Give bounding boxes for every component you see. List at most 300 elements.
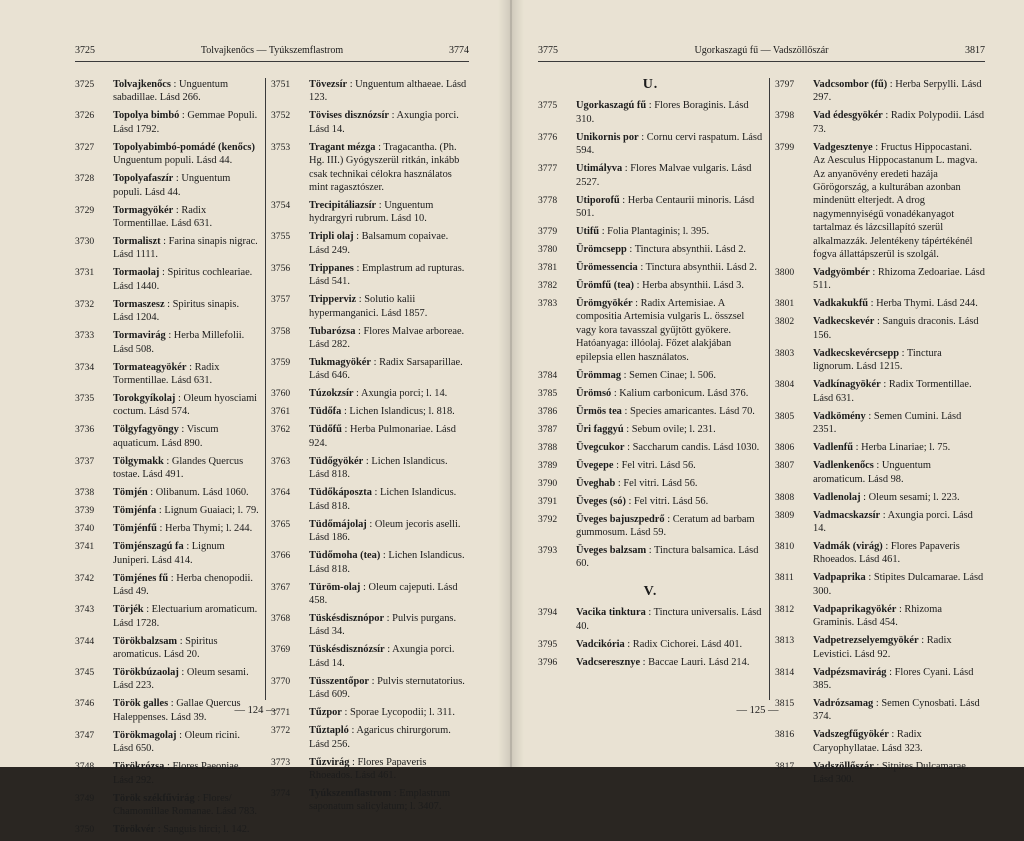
entry-number: 3792 [538,513,558,525]
entry-term: Vadpaprika [813,572,866,584]
entry-definition: : Flores Malvae arboreae. Lásd 282. [309,325,465,351]
entry-number: 3815 [775,697,795,709]
entry-term: Trecipitáliazsír [309,200,377,212]
entry-number: 3742 [75,572,95,584]
entry-definition: : Unguentum sabadillae. Lásd 266. [113,79,229,104]
entry-definition: : Unguentum aromaticum. Lásd 98. [813,460,931,485]
entry-definition: : Semen Cinae; l. 506. [621,369,716,381]
entry-term: Tripperviz [309,294,357,306]
entry-number: 3761 [271,406,291,418]
entry-term: Tömjénfa [113,505,157,517]
entry-number: 3769 [271,644,291,656]
dictionary-entry [538,405,763,418]
entry-definition: : Semen Cynosbati. Lásd 374. [813,697,980,723]
entry-term: Vad édesgyökér [813,110,883,122]
entry-term: Tömjénes fű [113,572,169,584]
entry-number: 3748 [75,761,95,773]
entry-number: 3808 [775,491,795,503]
right-page-column-2 [775,78,985,791]
entry-term: Tömjén [113,487,148,499]
dictionary-entry [75,423,259,450]
dictionary-entry [775,347,985,374]
entry-term: Tormavirág [113,330,166,342]
entry-term: Török galles [113,698,169,710]
entry-definition: : Radix Sarsaparillae. Lásd 646. [309,357,463,382]
entry-definition: : Emplastrum saponatum salicylatum; l. 3407. [309,787,451,813]
entry-term: Tukmagyökér [309,357,371,369]
entry-number: 3789 [538,459,558,471]
entry-number: 3802 [775,316,795,328]
entry-term: Vadcikória [576,638,625,650]
entry-term: Ürömessencia [576,262,638,274]
dictionary-entry [271,486,469,513]
entry-number: 3749 [75,792,95,804]
dictionary-entry [75,204,259,231]
entry-definition: : Flores Boraginis. Lásd 310. [576,100,749,125]
entry-term: Tüdőmájolaj [309,518,367,530]
dictionary-entry [775,728,985,755]
entry-definition: : Semen Cumini. Lásd 2351. [813,410,962,436]
dictionary-entry [775,509,985,536]
dictionary-entry [271,549,469,576]
dictionary-entry [775,266,985,293]
dictionary-entry [75,361,259,388]
entry-definition: : Flores Paeoniae. Lásd 292. [113,761,242,786]
entry-definition: : Tinctura absynthii. Lásd 2. [626,244,746,256]
right-page-column-1 [538,78,763,674]
entry-number: 3771 [271,707,291,719]
dictionary-entry [538,656,763,669]
dictionary-entry [538,194,763,221]
entry-number: 3760 [271,388,291,400]
entry-number: 3766 [271,550,291,562]
entry-number: 3777 [538,163,558,175]
dictionary-entry [75,729,259,756]
entry-definition: : Oleum sesami. Lásd 223. [113,666,249,692]
entry-term: Tűzpor [309,707,342,719]
entries-u [538,99,763,570]
entry-term: Unikornis por [576,131,639,143]
entry-term: Vacika tinktura [576,607,646,619]
dictionary-entry [271,141,469,195]
entry-term: Üveges (só) [576,495,626,507]
dictionary-entry [538,495,763,508]
entry-definition: : Axungia porci. Lásd 14. [309,110,459,135]
entry-definition: : Spiritus aromaticus. Lásd 20. [113,635,218,660]
header-range-start: 3775 [538,45,558,56]
entry-number: 3737 [75,455,95,467]
entry-term: Túzokzsír [309,388,354,400]
dictionary-entry [75,504,259,517]
entry-term: Törökrózsa [113,761,165,773]
dictionary-entry [271,612,469,639]
dictionary-entry [271,581,469,608]
entry-term: Tormaszesz [113,298,165,310]
entry-term: Utimályva [576,163,623,175]
dictionary-entry [775,491,985,504]
entry-definition: : Oleum jecoris aselli. Lásd 186. [309,518,461,544]
entry-term: Vadpézsmavirág [813,666,887,678]
entry-term: Tölgyfagyöngy [113,424,179,436]
dictionary-entry [775,459,985,486]
entry-term: Vadkömény [813,410,866,422]
entry-definition: : Olibanum. Lásd 1060. [147,487,249,499]
entry-number: 3807 [775,460,795,472]
entry-term: Türöm-olaj [309,581,361,593]
dictionary-entry [538,99,763,126]
dictionary-entry [271,199,469,226]
entry-definition: : Species amaricantes. Lásd 70. [621,405,755,417]
dictionary-entry [271,724,469,751]
dictionary-entry [775,666,985,693]
entry-number: 3740 [75,523,95,535]
entry-definition: : Herba absynthii. Lásd 3. [634,280,744,292]
entry-number: 3817 [775,760,795,772]
entry-term: Tövezsír [309,79,348,90]
dictionary-entry [775,109,985,136]
dictionary-entry [75,141,259,168]
entry-definition: : Tinctura balsamica. Lásd 60. [576,545,759,570]
entry-number: 3744 [75,635,95,647]
entry-definition: : Herba Serpylli. Lásd 297. [813,79,982,104]
entry-definition: : Flores/ Chamomillae Romanae. Lásd 783. [113,792,257,817]
entry-number: 3741 [75,541,95,553]
entry-number: 3763 [271,455,291,467]
entry-term: Vadrózsamag [813,697,874,709]
dictionary-entry [271,675,469,702]
dictionary-entry [538,297,763,364]
entry-number: 3750 [75,823,95,835]
entry-definition: : Viscum aquaticum. Lásd 890. [113,424,219,449]
entry-term: Vadkecskevér [813,316,875,328]
entry-number: 3795 [538,638,558,650]
entry-definition: : Farina sinapis nigrac. Lásd 1111. [113,236,258,261]
entry-definition: : Stipites Dulcamarae. Lásd 300. [813,572,984,597]
entry-number: 3762 [271,424,291,436]
dictionary-entry [775,571,985,598]
entry-number: 3756 [271,262,291,274]
entry-term: Tüdőfű [309,424,342,436]
entry-number: 3799 [775,141,795,153]
entry-definition: : Radix Polypodii. Lásd 73. [813,110,985,135]
entry-definition: : Flores Papaveris Rhoeados. Lásd 461. [813,540,960,566]
entry-number: 3754 [271,200,291,212]
entry-definition: : Radix Tormentillae. Lásd 631. [113,361,220,387]
dictionary-entry [75,329,259,356]
dictionary-entry [75,235,259,262]
entry-term: Ürömmag [576,369,622,381]
entry-term: Ürömgyökér [576,298,633,310]
entry-number: 3814 [775,666,795,678]
entry-term: Tömjénfű [113,523,157,535]
dictionary-entry [75,298,259,325]
entry-number: 3810 [775,540,795,552]
dictionary-entry [775,141,985,262]
entry-term: Tömjénszagú fa [113,541,184,553]
entry-number: 3743 [75,604,95,616]
entry-term: Vadpetrezselyemgyökér [813,635,919,647]
entry-definition: : Cornu cervi raspatum. Lásd 594. [576,131,763,157]
entry-definition: : Fel vitri. Lásd 56. [615,477,698,489]
entry-term: Topolya bimbó [113,110,180,122]
entry-definition: : Lignum Juniperi. Lásd 414. [113,541,225,566]
dictionary-entry [75,792,259,819]
dictionary-entry [271,643,469,670]
entry-term: Vadcsombor (fű) [813,79,888,90]
entry-term: Utiporofű [576,194,620,206]
entry-number: 3784 [538,369,558,381]
entry-definition: : Unguentum althaeae. Lásd 123. [309,79,467,104]
entry-number: 3772 [271,725,291,737]
entry-definition: : Emplastrum ad rupturas. Lásd 541. [309,262,465,288]
entry-number: 3758 [271,325,291,337]
entry-term: Tragant mézga [309,141,376,153]
dictionary-entry [538,131,763,158]
entry-definition: : Radix Tormentillae. Lásd 631. [113,204,213,230]
entry-term: Vadlenolaj [813,491,861,503]
entry-term: Vadszöllőszár [813,760,874,772]
entry-term: Utifű [576,226,600,238]
entry-number: 3757 [271,294,291,306]
entry-number: 3786 [538,405,558,417]
entry-term: Vadkecskevércsepp [813,347,900,359]
entry-definition: : Radix Caryophyllatae. Lásd 323. [813,729,923,754]
dictionary-entry [538,162,763,189]
entry-term: Tüskésdisznópor [309,612,385,624]
entry-definition: : Folia Plantaginis; l. 395. [599,226,710,238]
entry-term: Törökvér [113,823,156,835]
entry-number: 3725 [75,79,95,90]
page-number: — 124 — [234,705,277,716]
entry-definition: : Sitpites Dulcamarae. Lásd 300. [813,760,969,786]
header-rule [538,61,985,62]
entry-number: 3732 [75,298,95,310]
dictionary-entry [538,243,763,256]
entry-definition: : Herba chenopodii. Lásd 49. [113,572,253,598]
header-range-end: 3774 [449,45,469,56]
entry-term: Tubarózsa [309,325,356,337]
entry-number: 3813 [775,635,795,647]
entry-definition: : Herba Millefolii. Lásd 508. [113,330,245,355]
entry-definition: : Baccae Lauri. Lásd 214. [640,656,750,668]
dictionary-entry [75,635,259,662]
header-rule [75,61,469,62]
right-page [511,0,1024,786]
entry-term: Vadkakukfű [813,298,869,310]
entry-number: 3794 [538,607,558,619]
entry-number: 3801 [775,298,795,310]
dictionary-entry [75,603,259,630]
header-range-start: 3725 [75,45,95,56]
entry-term: Tövises disznózsír [309,110,389,122]
dictionary-entry [775,378,985,405]
entry-term: Trippanes [309,262,354,274]
entry-term: Tüdőkáposzta [309,487,372,499]
entry-definition: : Tragacantha. (Ph. Hg. III.) Gyógyszerül ritkán, inkább csak technikai célokra használatos mint ragasztószer. [309,141,460,194]
dictionary-entry [538,638,763,651]
entry-definition: : Pulvis purgans. Lásd 34. [309,612,457,638]
entry-number: 3780 [538,244,558,256]
entry-number: 3773 [271,756,291,768]
entry-number: 3764 [271,487,291,499]
dictionary-entry [271,325,469,352]
entry-number: 3751 [271,79,291,90]
entry-number: 3809 [775,509,795,521]
entry-term: Törökbalzsam [113,635,178,647]
entry-definition: : Herba Thymi. Lásd 244. [868,298,978,310]
section-letter-u: U. [642,77,659,92]
entry-number: 3778 [538,194,558,206]
entry-definition: : Flores Papaveris Rhoeados. Lásd 461. [309,756,427,781]
entry-term: Torokgyíkolaj [113,393,176,405]
entry-definition: : Herba Centaurii minoris. Lásd 501. [576,194,755,220]
entry-number: 3734 [75,361,95,373]
entry-term: Üveges bajuszpedrő [576,513,665,525]
entry-number: 3812 [775,603,795,615]
entry-definition: : Sanguis hirci; l. 142. [155,823,250,835]
entry-definition: : Herba Pulmonariae. Lásd 924. [309,424,456,449]
entry-number: 3790 [538,477,558,489]
dictionary-entry [75,666,259,693]
entry-number: 3775 [538,100,558,112]
dictionary-entry [775,410,985,437]
entry-number: 3798 [775,110,795,122]
entry-definition: : Fel vitri. Lásd 56. [625,495,709,507]
entry-term: Vadszegfűgyökér [813,729,889,741]
entry-number: 3739 [75,505,95,517]
entry-term: Tüsszentőpor [309,675,370,687]
entry-number: 3765 [271,518,291,530]
dictionary-entry [538,279,763,292]
entry-term: Üveghab [576,477,616,489]
dictionary-entry [271,405,469,418]
entry-definition: : Radix Tormentillae. Lásd 631. [813,379,972,404]
column-divider [265,78,266,700]
entry-term: Topolyafaszír [113,173,174,185]
entry-definition: : Rhizoma Zedoariae. Lásd 511. [813,267,985,292]
entry-term: Törökmagolaj [113,729,177,741]
dictionary-entry [538,369,763,382]
entry-term: Vadlenkenőcs [813,460,874,472]
entry-definition: : Balsamum copaivae. Lásd 249. [309,231,449,256]
entry-number: 3803 [775,347,795,359]
entry-definition: : Spiritus sinapis. Lásd 1204. [113,298,240,324]
dictionary-entry [271,356,469,383]
entry-definition: : Ceratum ad barbam gummosum. Lásd 59. [576,513,755,539]
book-gutter [498,0,524,767]
entry-definition: : Kalium carbonicum. Lásd 376. [611,387,749,399]
entry-number: 3728 [75,173,95,185]
entry-term: Vadgesztenye [813,141,873,153]
entry-number: 3736 [75,424,95,436]
entry-term: Ürömcsepp [576,244,627,256]
entry-term: Tüdőgyökér [309,455,364,467]
entry-number: 3768 [271,612,291,624]
entry-number: 3797 [775,79,795,90]
entry-term: Üvegepe [576,459,614,471]
entry-term: Tormaolaj [113,267,160,279]
dictionary-entry [75,540,259,567]
dictionary-entry [538,606,763,633]
dictionary-entry [775,603,985,630]
entry-number: 3805 [775,410,795,422]
dictionary-entry [75,266,259,293]
entry-definition: : Tinctura lignorum. Lásd 1215. [813,347,942,373]
entry-definition: : Tinctura absynthii. Lásd 2. [637,262,757,274]
dictionary-entry [75,760,259,787]
entry-number: 3782 [538,280,558,292]
entry-term: Vadgyömbér [813,267,870,279]
entries-v [538,606,763,669]
entry-definition: : Flores Cyani. Lásd 385. [813,666,974,691]
entry-number: 3735 [75,393,95,405]
dictionary-entry [75,572,259,599]
entry-definition: : Gemmae Populi. Lásd 1792. [113,110,258,135]
dictionary-entry [271,518,469,545]
entry-term: Üveges balzsam [576,545,647,557]
entry-definition: : Lichen Islandicus; l. 818. [341,406,455,418]
entry-term: Üri faggyú [576,423,624,435]
dictionary-entry [538,513,763,540]
dictionary-entry [75,109,259,136]
entry-definition: : Radix Cichorei. Lásd 401. [624,638,743,650]
entry-definition: : Lichen Islandicus. Lásd 818. [309,550,465,575]
entry-number: 3738 [75,487,95,499]
entry-number: 3731 [75,267,95,279]
entry-number: 3747 [75,729,95,741]
entry-definition: : Axungia porci. Lásd 14. [813,509,973,534]
entry-term: Topolyabimbó-pomádé (kenőcs) [113,141,255,153]
dictionary-entry [775,760,985,787]
entry-term: Tormateagyökér [113,361,187,373]
entry-term: Tölgymakk [113,455,164,467]
entry-term: Ürömsó [576,387,612,399]
dictionary-entry [775,441,985,454]
column-divider [769,78,770,700]
entry-definition: : Rhizoma Graminis. Lásd 454. [813,603,942,629]
entry-number: 3796 [538,656,558,668]
entry-definition: : Lichen Islandicus. Lásd 818. [309,487,457,512]
entry-number: 3816 [775,729,795,741]
left-page-column-1 [75,78,259,841]
dictionary-entry [538,477,763,490]
entry-term: Tormaliszt [113,236,161,248]
entry-definition: : Oleum sesami; l. 223. [860,491,960,503]
entry-definition: : Fel vitri. Lásd 56. [613,459,696,471]
entry-term: Vadpaprikagyökér [813,603,897,615]
section-letter-v: V. [643,583,658,599]
entry-number: 3800 [775,267,795,279]
dictionary-entry [271,109,469,136]
entry-number: 3767 [271,581,291,593]
dictionary-entry [538,261,763,274]
left-page [0,0,511,835]
entry-number: 3733 [75,330,95,342]
entry-definition: : Pulvis sternutatorius. Lásd 609. [309,675,465,701]
entry-term: Tormagyökér [113,204,174,216]
dictionary-entry [271,293,469,320]
dictionary-entry [75,455,259,482]
entry-definition: : Electuarium aromaticum. Lásd 1728. [113,604,258,629]
dictionary-entry [271,455,469,482]
entry-term: Tűztapló [309,725,349,737]
dictionary-entry [538,387,763,400]
entry-definition: : Agaricus chirurgorum. Lásd 256. [309,725,451,750]
entry-definition: : Unguentum populi. Lásd 44. [113,173,231,198]
entry-term: Törjék [113,604,144,616]
dictionary-entry [538,441,763,454]
dictionary-entry [538,225,763,238]
